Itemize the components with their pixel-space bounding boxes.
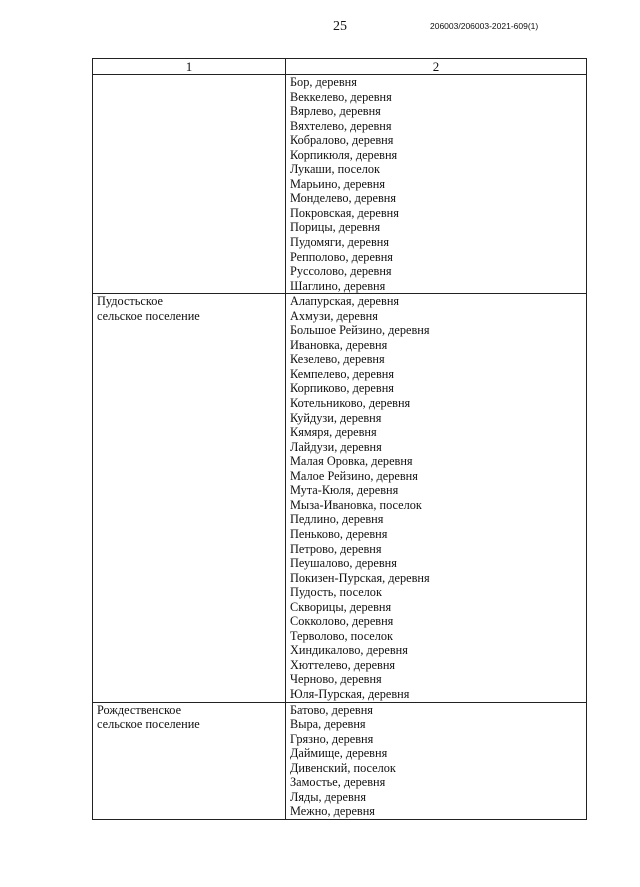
settlement-item: Батово, деревня xyxy=(290,702,373,717)
settlement-item: Малое Рейзино, деревня xyxy=(290,468,418,483)
settlement-item: Межно, деревня xyxy=(290,804,375,819)
settlement-item: Вярлево, деревня xyxy=(290,104,381,119)
settlement-item: Мута-Кюля, деревня xyxy=(290,483,399,498)
places-cell xyxy=(286,702,587,819)
settlement-item: Кемпелево, деревня xyxy=(290,366,394,381)
settlement-item: Дивенский, поселок xyxy=(290,760,396,775)
settlement-item: Черново, деревня xyxy=(290,672,382,687)
settlement-item: Руссолово, деревня xyxy=(290,264,392,279)
settlements-table xyxy=(92,58,587,820)
settlement-item: Лайдузи, деревня xyxy=(290,439,382,454)
settlement-item: Пеушалово, деревня xyxy=(290,556,397,571)
district-name-line: Пудостьское xyxy=(97,294,163,309)
settlement-item: Замостье, деревня xyxy=(290,775,386,790)
district-cell xyxy=(93,294,286,702)
district-name-line: сельское поселение xyxy=(97,308,200,323)
settlement-item: Монделево, деревня xyxy=(290,191,397,206)
settlement-item: Корпикюля, деревня xyxy=(290,147,398,162)
settlement-item: Покизен-Пурская, деревня xyxy=(290,570,430,585)
settlement-item: Лукаши, поселок xyxy=(290,162,380,177)
settlement-item: Котельниково, деревня xyxy=(290,396,411,411)
settlement-item: Хиндикалово, деревня xyxy=(290,643,408,658)
settlement-item: Петрово, деревня xyxy=(290,541,382,556)
settlement-item: Выра, деревня xyxy=(290,717,366,732)
settlement-item: Кобралово, деревня xyxy=(290,133,394,148)
settlement-item: Корпиково, деревня xyxy=(290,381,394,396)
district-name-line: сельское поселение xyxy=(97,717,200,732)
settlement-item: Терволово, поселок xyxy=(290,628,394,643)
document-code: 206003/206003-2021-609(1) xyxy=(430,21,539,31)
settlement-item: Сокколово, деревня xyxy=(290,614,394,629)
settlement-item: Вяхтелево, деревня xyxy=(290,118,392,133)
district-name-line: Рождественское xyxy=(97,702,182,717)
settlement-item: Пеньково, деревня xyxy=(290,526,388,541)
settlement-item: Покровская, деревня xyxy=(290,205,399,220)
settlement-item: Грязно, деревня xyxy=(290,731,374,746)
settlement-item: Пудость, поселок xyxy=(290,585,382,600)
settlement-item: Репполово, деревня xyxy=(290,249,393,264)
settlement-item: Ляды, деревня xyxy=(290,789,367,804)
page-number: 25 xyxy=(333,19,347,34)
table-header-row xyxy=(93,59,587,75)
settlement-item: Ахмузи, деревня xyxy=(290,308,378,323)
places-cell xyxy=(286,294,587,702)
settlement-item: Большое Рейзино, деревня xyxy=(290,323,430,338)
settlement-item: Кямяря, деревня xyxy=(290,425,377,440)
settlement-item: Алапурская, деревня xyxy=(290,294,400,309)
settlement-item: Даймище, деревня xyxy=(290,746,388,761)
settlement-item: Марьино, деревня xyxy=(290,176,385,191)
settlement-item: Юля-Пурская, деревня xyxy=(290,686,410,701)
settlement-item: Веккелево, деревня xyxy=(290,89,392,104)
settlement-item: Мыза-Ивановка, поселок xyxy=(290,497,422,512)
settlement-item: Педлино, деревня xyxy=(290,512,384,527)
column-header-2: 2 xyxy=(286,59,587,75)
table-body xyxy=(93,75,587,820)
district-cell xyxy=(93,702,286,819)
table-row xyxy=(93,702,587,819)
district-cell xyxy=(93,75,286,294)
settlement-item: Пудомяги, деревня xyxy=(290,235,389,250)
settlement-item: Порицы, деревня xyxy=(290,220,381,235)
places-cell xyxy=(286,75,587,294)
settlement-item: Шаглино, деревня xyxy=(290,278,386,293)
settlement-item: Хюттелево, деревня xyxy=(290,657,396,672)
table-row xyxy=(93,75,587,294)
column-header-1: 1 xyxy=(93,59,286,75)
settlement-item: Куйдузи, деревня xyxy=(290,410,382,425)
settlement-item: Ивановка, деревня xyxy=(290,337,388,352)
settlement-item: Скворицы, деревня xyxy=(290,599,392,614)
settlement-item: Бор, деревня xyxy=(290,75,357,89)
settlement-item: Кезелево, деревня xyxy=(290,352,385,367)
settlement-item: Малая Оровка, деревня xyxy=(290,454,413,469)
table-row xyxy=(93,294,587,702)
